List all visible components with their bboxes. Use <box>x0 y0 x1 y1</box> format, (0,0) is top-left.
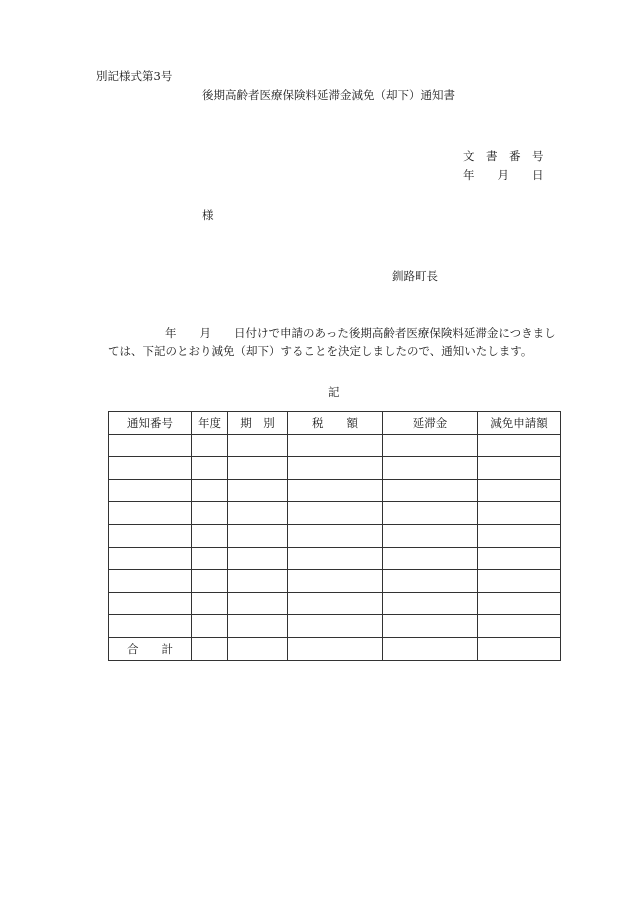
table-cell <box>288 502 383 525</box>
table-cell <box>228 524 288 547</box>
table-cell <box>383 592 478 615</box>
table-row <box>109 570 561 593</box>
table-cell <box>192 637 228 660</box>
notice-body-line-2: ては、下記のとおり減免（却下）することを決定しましたので、通知いたします。 <box>108 344 533 358</box>
table-cell <box>109 502 192 525</box>
total-label: 合 計 <box>109 637 192 660</box>
header-reduction-amount: 減免申請額 <box>478 412 561 435</box>
table-cell <box>478 570 561 593</box>
table-row <box>109 547 561 570</box>
table-cell <box>192 547 228 570</box>
table-cell <box>109 570 192 593</box>
table-row <box>109 615 561 638</box>
table-row <box>109 457 561 480</box>
notice-body <box>108 324 570 360</box>
table-cell <box>478 615 561 638</box>
table-total-row <box>109 637 561 660</box>
document-date-label: 年 月 日 <box>463 168 544 182</box>
table-cell <box>383 637 478 660</box>
table-header-row <box>109 412 561 435</box>
table-cell <box>478 434 561 457</box>
table-cell <box>109 434 192 457</box>
table-row <box>109 592 561 615</box>
table-row <box>109 502 561 525</box>
table-cell <box>228 592 288 615</box>
table-cell <box>383 479 478 502</box>
table-cell <box>228 615 288 638</box>
header-notice-number: 通知番号 <box>109 412 192 435</box>
table-cell <box>288 637 383 660</box>
table-cell <box>383 524 478 547</box>
table-cell <box>288 547 383 570</box>
table-cell <box>383 502 478 525</box>
table-cell <box>228 479 288 502</box>
table-cell <box>192 502 228 525</box>
table-row <box>109 524 561 547</box>
table-cell <box>288 615 383 638</box>
table-cell <box>109 524 192 547</box>
table-cell <box>383 457 478 480</box>
table-cell <box>192 524 228 547</box>
table-cell <box>478 479 561 502</box>
table-cell <box>192 457 228 480</box>
table-cell <box>288 457 383 480</box>
addressee-honorific: 様 <box>202 208 214 222</box>
table-cell <box>109 615 192 638</box>
table-cell <box>383 547 478 570</box>
form-number: 別記様式第3号 <box>96 69 173 83</box>
table-cell <box>478 502 561 525</box>
table-cell <box>478 637 561 660</box>
table-cell <box>478 457 561 480</box>
header-tax-amount: 税 額 <box>288 412 383 435</box>
notice-body-line-1: 年 月 日付けで申請のあった後期高齢者医療保険料延滞金につきまし <box>165 326 556 340</box>
table-cell <box>478 524 561 547</box>
document-title: 後期高齢者医療保険料延滞金減免（却下）通知書 <box>202 88 455 102</box>
table-cell <box>288 524 383 547</box>
document-number-label: 文 書 番 号 <box>463 149 544 163</box>
sender-name: 釧路町長 <box>392 269 438 283</box>
header-fiscal-year: 年度 <box>192 412 228 435</box>
table-cell <box>192 570 228 593</box>
table-cell <box>228 457 288 480</box>
table-cell <box>478 547 561 570</box>
table-cell <box>383 570 478 593</box>
table-cell <box>228 637 288 660</box>
table-cell <box>228 570 288 593</box>
table-row <box>109 434 561 457</box>
table-cell <box>192 592 228 615</box>
header-period: 期 別 <box>228 412 288 435</box>
note-heading: 記 <box>328 385 340 399</box>
table-cell <box>228 502 288 525</box>
table-cell <box>192 615 228 638</box>
header-late-charge: 延滞金 <box>383 412 478 435</box>
table-cell <box>383 615 478 638</box>
table-body <box>109 434 561 637</box>
table-cell <box>383 434 478 457</box>
table-cell <box>109 547 192 570</box>
table-cell <box>228 547 288 570</box>
table-cell <box>109 457 192 480</box>
table-cell <box>109 479 192 502</box>
table-cell <box>109 592 192 615</box>
table-cell <box>192 434 228 457</box>
table-cell <box>478 592 561 615</box>
detail-table <box>108 411 561 661</box>
table-cell <box>288 434 383 457</box>
table-row <box>109 479 561 502</box>
table-cell <box>192 479 228 502</box>
table-cell <box>288 570 383 593</box>
table-cell <box>288 479 383 502</box>
table-cell <box>288 592 383 615</box>
table-cell <box>228 434 288 457</box>
